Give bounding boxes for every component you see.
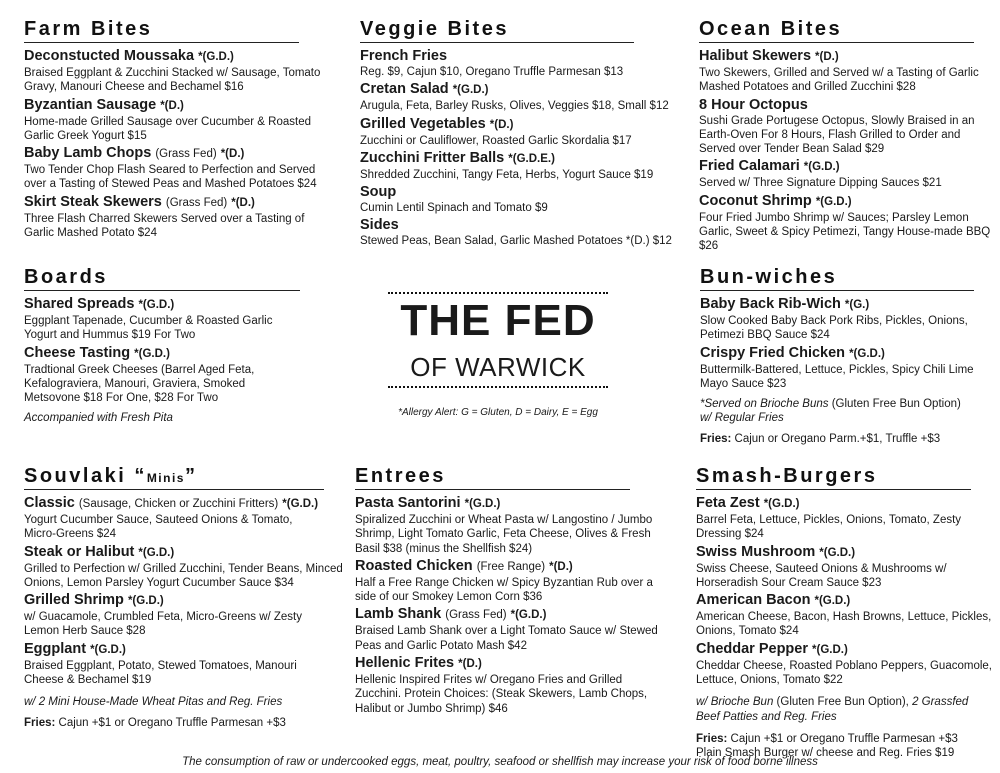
item-name: Fried Calamari [699, 158, 800, 175]
allergy-tag: *(G.D.) [464, 498, 501, 510]
fries-label: Fries: [700, 432, 732, 445]
logo-dotted-rule [388, 386, 608, 388]
item-name: Crispy Fried Chicken [700, 344, 846, 361]
item-name: Soup [360, 184, 397, 201]
menu-item [355, 606, 660, 653]
allergy-tag: *(G.D.) [282, 498, 319, 510]
allergy-tag: *(D.) [220, 148, 245, 161]
souvlaki-title-text: Souvlaki “ [24, 465, 147, 487]
menu-item [24, 194, 324, 241]
restaurant-logo [388, 292, 608, 388]
allergy-tag: *(G.D.) [849, 347, 885, 360]
souvlaki-title [24, 465, 324, 490]
item-description: Home-made Grilled Sausage over Cucumber & Roasted Garlic Greek Yogurt $15 [24, 115, 311, 142]
item-description: Braised Eggplant & Zucchini Stacked w/ Sausage, Tomato Gravy, Manouri Cheese and Bechamel $16 [24, 67, 321, 94]
menu-item [696, 641, 994, 688]
item-name: Grilled Shrimp [24, 592, 124, 609]
item-description: Zucchini or Cauliflower, Roasted Garlic Skordalia $17 [360, 134, 632, 147]
menu-item [699, 193, 994, 254]
item-description: Buttermilk-Battered, Lettuce, Pickles, Spicy Chili Lime Mayo Sauce $23 [700, 363, 974, 390]
allergy-tag: *(G.D.E.) [508, 152, 555, 165]
menu-item [699, 48, 994, 95]
veggie-bites-title: Veggie Bites [360, 18, 634, 43]
allergy-tag: *(G.D.) [510, 609, 547, 622]
menu-item [360, 48, 690, 79]
allergy-tag: *(G.) [844, 299, 870, 311]
plain-smash-burger: Plain Smash Burger w/ cheese and Reg. Fries $19 [696, 747, 955, 760]
item-name: Halibut Skewers [699, 48, 812, 64]
boards-section [24, 266, 304, 426]
item-description: Reg. $9, Cajun $10, Oregano Truffle Parmesan $13 [360, 66, 624, 78]
menu-item [24, 345, 304, 406]
allergy-tag: *(D.) [489, 118, 514, 131]
fries-text: Cajun +$1 or Oregano Truffle Parmesan +$3 [55, 716, 286, 729]
boards-title: Boards [24, 266, 300, 291]
menu-item [360, 116, 690, 148]
smash-burgers-section [696, 465, 994, 761]
item-note: (Sausage, Chicken or Zucchini Fritters) [78, 498, 279, 510]
ocean-bites-title: Ocean Bites [699, 18, 974, 43]
item-name: Byzantian Sausage [24, 96, 157, 113]
item-name: Grilled Vegetables [360, 115, 486, 132]
entrees-title: Entrees [355, 465, 630, 490]
souvlaki-section [24, 465, 344, 730]
item-description: Two Skewers, Grilled and Served w/ a Tasting of Garlic Mashed Potatoes and Grilled Zucchini $28 [699, 67, 979, 94]
item-description: Half a Free Range Chicken w/ Spicy Byzantian Rub over a side of our Smokey Lemon Corn $36 [355, 576, 653, 604]
item-name: Cheddar Pepper [696, 640, 808, 657]
item-name: Pasta Santorini [355, 495, 461, 511]
ocean-bites-section [699, 18, 994, 256]
fries-label: Fries: [24, 716, 56, 729]
allergy-tag: *(G.D.) [814, 595, 851, 608]
allergy-tag: *(G.D.) [819, 546, 856, 559]
item-name: Feta Zest [696, 495, 760, 511]
bun-wiches-title: Bun-wiches [700, 266, 974, 291]
fries-label: Fries: [696, 732, 728, 745]
item-name: Shared Spreads [24, 296, 135, 312]
item-description: Braised Eggplant, Potato, Stewed Tomatoes, Manouri Cheese & Bechamel $19 [24, 659, 297, 687]
allergy-tag: *(G.D.) [763, 498, 800, 510]
item-description: Cheddar Cheese, Roasted Poblano Peppers, Guacomole, Lettuce, Onions, Tomato $22 [696, 659, 992, 687]
menu-item [360, 217, 690, 248]
menu-item [699, 97, 994, 157]
item-name: Skirt Steak Skewers [24, 193, 162, 210]
item-description: Slow Cooked Baby Back Pork Ribs, Pickles, Onions, Petimezi BBQ Sauce $24 [700, 315, 968, 342]
item-name: Deconstucted Moussaka [24, 48, 195, 64]
menu-item [699, 158, 994, 190]
item-name: Baby Back Rib-Wich [700, 296, 841, 312]
menu-item [24, 544, 344, 591]
menu-item [696, 544, 994, 591]
item-name: American Bacon [696, 592, 811, 609]
menu-item [360, 184, 690, 215]
item-description: Braised Lamb Shank over a Light Tomato Sauce w/ Stewed Peas and Garlic Potato Mash $42 [355, 625, 658, 652]
allergy-tag: *(D.) [231, 196, 255, 209]
item-name: Baby Lamb Chops [24, 145, 152, 162]
item-name: Zucchini Fritter Balls [360, 149, 505, 166]
item-description: Hellenic Inspired Frites w/ Oregano Fries and Grilled Zucchini. Protein Choices: (Steak Skewers, Lamb Chops, Halibut or Jumbo Shrimp) $46 [355, 674, 648, 715]
smash-burgers-title: Smash-Burgers [696, 465, 971, 490]
item-description: Yogurt Cucumber Sauce, Sauteed Onions & Tomato, Micro-Greens $24 [24, 514, 293, 541]
menu-item [24, 495, 344, 542]
item-note: (Grass Fed) [165, 196, 228, 209]
bun-note [700, 397, 990, 426]
allergy-tag: *(G.D.) [127, 595, 164, 608]
souvlaki-fries-line [24, 716, 344, 730]
allergy-tag: *(D.) [160, 99, 184, 112]
allergy-alert: *Allergy Alert: G = Gluten, D = Dairy, E = Egg [398, 407, 598, 418]
menu-item [360, 150, 690, 182]
item-name: Coconut Shrimp [699, 192, 812, 209]
souvlaki-title-quote: ” [184, 465, 198, 487]
menu-item [700, 296, 990, 343]
menu-item [24, 641, 344, 688]
menu-item [355, 655, 660, 716]
allergy-tag: *(D.) [549, 560, 573, 573]
item-description: Tradtional Greek Cheeses (Barrel Aged Feta, Kefalograviera, Manouri, Graviera, Smoked Metsovone $18 For One, $28 For Two [24, 363, 255, 405]
boards-note: Accompanied with Fresh Pita [24, 412, 173, 425]
food-safety-disclaimer: The consumption of raw or undercooked eggs, meat, poultry, seafood or shellfish may increase your risk of food borne illness [182, 756, 818, 768]
allergy-tag: *(G.D.) [452, 84, 489, 97]
farm-bites-title: Farm Bites [24, 18, 299, 43]
fries-text: Cajun +$1 or Oregano Truffle Parmesan +$3 [727, 732, 958, 745]
item-description: Sushi Grade Portugese Octopus, Slowly Braised in an Earth-Oven For 8 Hours, Flash Grilled to Order and Served over Tender Bean Salad $29 [699, 114, 975, 156]
item-name: Classic [24, 495, 75, 511]
veggie-bites-section [360, 18, 690, 251]
item-description: Stewed Peas, Bean Salad, Garlic Mashed Potatoes *(D.) $12 [360, 235, 672, 248]
item-name: 8 Hour Octopus [699, 96, 808, 113]
allergy-tag: *(G.D.) [815, 195, 852, 208]
smash-note [696, 695, 994, 724]
item-note: (Grass Fed) [155, 148, 217, 161]
item-name: Lamb Shank [355, 606, 442, 623]
menu-item [355, 558, 660, 605]
farm-bites-section [24, 18, 324, 242]
menu-item [24, 97, 324, 144]
bun-wiches-section [700, 266, 990, 446]
bun-fries-line [700, 432, 990, 446]
item-name: Eggplant [24, 640, 87, 657]
allergy-tag: *(G.D.) [134, 347, 170, 360]
allergy-tag: *(G.D.) [198, 51, 234, 63]
menu-item [360, 81, 690, 113]
menu-item [700, 345, 990, 392]
allergy-tag: *(D.) [815, 51, 839, 63]
menu-item [24, 48, 324, 95]
allergy-tag: *(G.D.) [812, 643, 848, 656]
item-description: w/ Guacamole, Crumbled Feta, Micro-Greens w/ Zesty Lemon Herb Sauce $28 [24, 611, 302, 638]
bun-note-italic: *Served on Brioche Buns [700, 398, 829, 411]
item-name: Cheese Tasting [24, 344, 131, 361]
smash-note-option: (Gluten Free Bun Option), [773, 696, 909, 709]
menu-item [696, 495, 994, 542]
allergy-tag: *(G.D.) [803, 161, 840, 174]
menu-item [24, 145, 324, 192]
item-description: Spiralized Zucchini or Wheat Pasta w/ Langostino / Jumbo Shrimp, Light Tomato Garlic, Feta Cheese, Olives & Fresh Basil $38 (minus the Shellfish $24) [355, 514, 653, 555]
item-name: Cretan Salad [360, 81, 449, 98]
item-name: French Fries [360, 48, 448, 64]
smash-fries-line [696, 732, 994, 746]
item-description: Swiss Cheese, Sauteed Onions & Mushrooms w/ Horseradish Sour Cream Sauce $23 [696, 562, 947, 589]
menu-item [24, 296, 304, 343]
smash-note-italic: w/ Brioche Bun [696, 696, 774, 709]
logo-title: THE FED [400, 296, 596, 345]
allergy-tag: *(D.) [458, 658, 482, 671]
item-note: (Free Range) [476, 560, 546, 573]
fries-text: Cajun or Oregano Parm.+$1, Truffle +$3 [731, 432, 941, 445]
souvlaki-note: w/ 2 Mini House-Made Wheat Pitas and Reg. Fries [24, 696, 283, 709]
bun-note-option: (Gluten Free Bun Option) [828, 398, 961, 411]
logo-subtitle: OF WARWICK [410, 352, 586, 382]
item-description: Barrel Feta, Lettuce, Pickles, Onions, Tomato, Zesty Dressing $24 [696, 514, 962, 541]
allergy-tag: *(G.D.) [90, 643, 126, 656]
item-note: (Grass Fed) [445, 609, 507, 622]
item-name: Swiss Mushroom [696, 543, 816, 560]
item-description: Shredded Zucchini, Tangy Feta, Herbs, Yogurt Sauce $19 [360, 168, 654, 181]
allergy-tag: *(G.D.) [138, 299, 175, 311]
smash-note-patties: 2 Grassfed Beef Patties and Reg. Fries [696, 696, 969, 723]
item-description: Cumin Lentil Spinach and Tomato $9 [360, 202, 548, 215]
item-description: Eggplant Tapenade, Cucumber & Roasted Garlic Yogurt and Hummus $19 For Two [24, 315, 273, 342]
item-name: Sides [360, 217, 399, 234]
item-description: Four Fried Jumbo Shrimp w/ Sauces; Parsley Lemon Garlic, Sweet & Spicy Petimezi, Tangy House-made BBQ $26 [699, 211, 991, 253]
item-description: Two Tender Chop Flash Seared to Perfection and Served over a Tasting of Stewed Peas and Mashed Potatoes $24 [24, 164, 317, 191]
item-name: Steak or Halibut [24, 543, 135, 560]
menu-item [24, 592, 344, 639]
menu-item [355, 495, 660, 556]
item-name: Hellenic Frites [355, 655, 455, 672]
item-name: Roasted Chicken [355, 557, 473, 574]
entrees-section [355, 465, 660, 718]
item-description: Grilled to Perfection w/ Grilled Zucchini, Tender Beans, Minced Onions, Lemon Parsley Yogurt Cucumber Sauce $34 [24, 562, 343, 589]
item-description: Three Flash Charred Skewers Served over a Tasting of Garlic Mashed Potato $24 [24, 212, 305, 240]
item-description: American Cheese, Bacon, Hash Browns, Lettuce, Pickles, Onions, Tomato $24 [696, 611, 992, 638]
souvlaki-title-minis: Minis [146, 471, 185, 485]
allergy-tag: *(G.D.) [138, 546, 175, 559]
bun-note-fries: w/ Regular Fries [700, 412, 784, 425]
menu-item [696, 592, 994, 639]
item-description: Served w/ Three Signature Dipping Sauces $21 [699, 177, 942, 190]
item-description: Arugula, Feta, Barley Rusks, Olives, Veggies $18, Small $12 [360, 100, 669, 113]
